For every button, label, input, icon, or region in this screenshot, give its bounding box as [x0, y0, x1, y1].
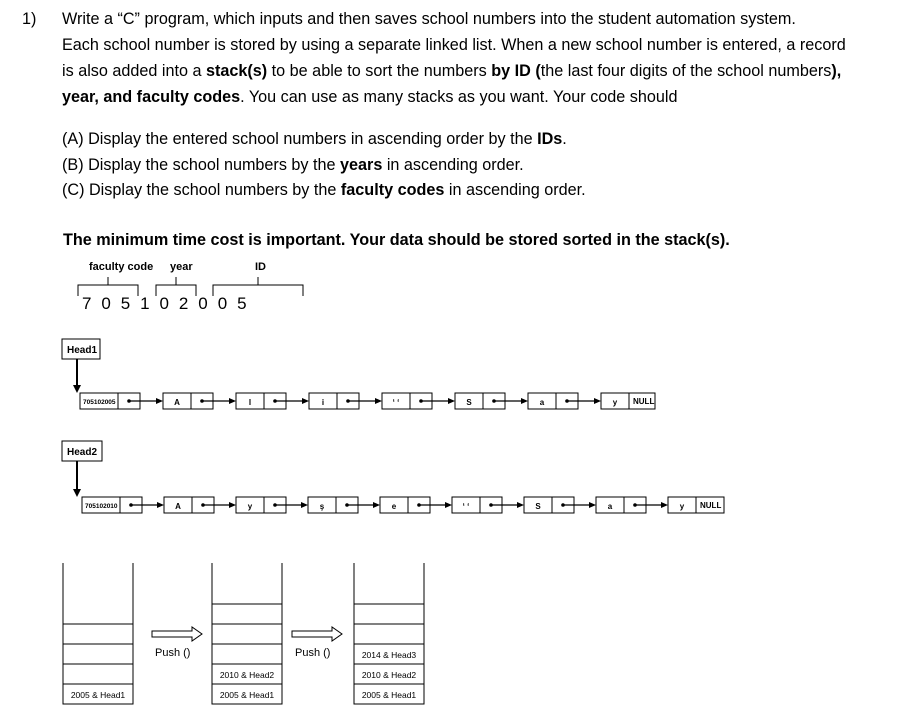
question-line-3: is also added into a stack(s) to be able to sort the numbers by ID (the last four digits of the school numbers), — [62, 62, 842, 80]
arrow-head — [301, 502, 308, 508]
node-char: a — [539, 398, 545, 407]
node-char: l — [248, 398, 252, 407]
option-c: (C) Display the school numbers by the faculty codes in ascending order. — [62, 181, 586, 199]
node-char: e — [391, 502, 397, 511]
node-char: ‘ ‘ — [462, 502, 470, 511]
node-char: i — [321, 398, 325, 407]
push-arrow — [152, 627, 202, 641]
linked-list-1 — [62, 339, 655, 409]
digit: 0 — [217, 294, 228, 313]
arrow-head — [445, 502, 452, 508]
push-label: Push () — [295, 647, 331, 659]
digit: 7 — [81, 294, 92, 313]
node-char: A — [174, 398, 180, 407]
id-label: ID — [255, 261, 266, 273]
arrow-head — [73, 385, 81, 393]
digit-braces — [78, 277, 303, 296]
node-char: ş — [319, 502, 325, 511]
arrow-head — [517, 502, 524, 508]
digit: 5 — [237, 294, 247, 313]
digit: 0 — [198, 294, 208, 313]
digit: 2 — [178, 294, 189, 313]
stack-entry: 2005 & Head1 — [219, 690, 275, 700]
stack-entry: 2005 & Head1 — [70, 690, 126, 700]
null-label: NULL — [633, 397, 655, 406]
node-char: y — [612, 398, 618, 407]
linked-list-2 — [62, 441, 724, 513]
null-label: NULL — [700, 501, 722, 510]
arrow-head — [448, 398, 455, 404]
arrow-head — [157, 502, 164, 508]
arrow-head — [594, 398, 601, 404]
head-label: Head1 — [67, 345, 98, 356]
node-char: S — [466, 398, 472, 407]
stack-outline — [354, 563, 424, 704]
push-arrow — [292, 627, 342, 641]
node-char: A — [175, 502, 181, 511]
push-label: Push () — [155, 647, 191, 659]
stack-entry: 2005 & Head1 — [361, 690, 417, 700]
question-line-2: Each school number is stored by using a separate linked list. When a new school number is entered, a record — [62, 36, 846, 54]
arrow-head — [229, 398, 236, 404]
arrow-head — [229, 502, 236, 508]
faculty-code-label: faculty code — [89, 261, 154, 273]
head-label: Head2 — [67, 447, 98, 458]
stack-entry: 2010 & Head2 — [219, 670, 275, 680]
min-cost-note: The minimum time cost is important. Your data should be stored sorted in the stack(s). — [63, 231, 730, 249]
stack-outline — [212, 563, 282, 704]
node-char: a — [607, 502, 613, 511]
year-label: year — [170, 261, 193, 273]
question-line-1: Write a “C” program, which inputs and then saves school numbers into the student automation system. — [62, 10, 796, 28]
question-line-4: year, and faculty codes. You can use as many stacks as you want. Your code should — [62, 88, 678, 106]
arrow-head — [589, 502, 596, 508]
stack-entry: 2014 & Head3 — [361, 650, 417, 660]
node-char: ‘ ‘ — [392, 398, 400, 407]
arrow-head — [521, 398, 528, 404]
node-number: 705102010 — [85, 503, 118, 510]
option-a: (A) Display the entered school numbers in ascending order by the IDs. — [62, 130, 567, 148]
option-b: (B) Display the school numbers by the years in ascending order. — [62, 155, 524, 174]
arrow-head — [661, 502, 668, 508]
node-char: y — [247, 502, 253, 511]
digit: 0 — [159, 294, 169, 313]
digit: 5 — [120, 294, 131, 313]
node-number: 705102005 — [83, 399, 116, 406]
node-char: y — [679, 502, 685, 511]
digit: 0 — [101, 294, 111, 313]
node-char: S — [535, 502, 541, 511]
arrow-head — [375, 398, 382, 404]
stacks-diagram — [63, 563, 424, 704]
stack-entry: 2010 & Head2 — [361, 670, 417, 680]
question-number: 1) — [22, 10, 37, 28]
stack-outline — [63, 563, 133, 704]
arrow-head — [373, 502, 380, 508]
arrow-head — [73, 489, 81, 497]
digit: 1 — [140, 294, 150, 313]
arrow-head — [302, 398, 309, 404]
arrow-head — [156, 398, 163, 404]
